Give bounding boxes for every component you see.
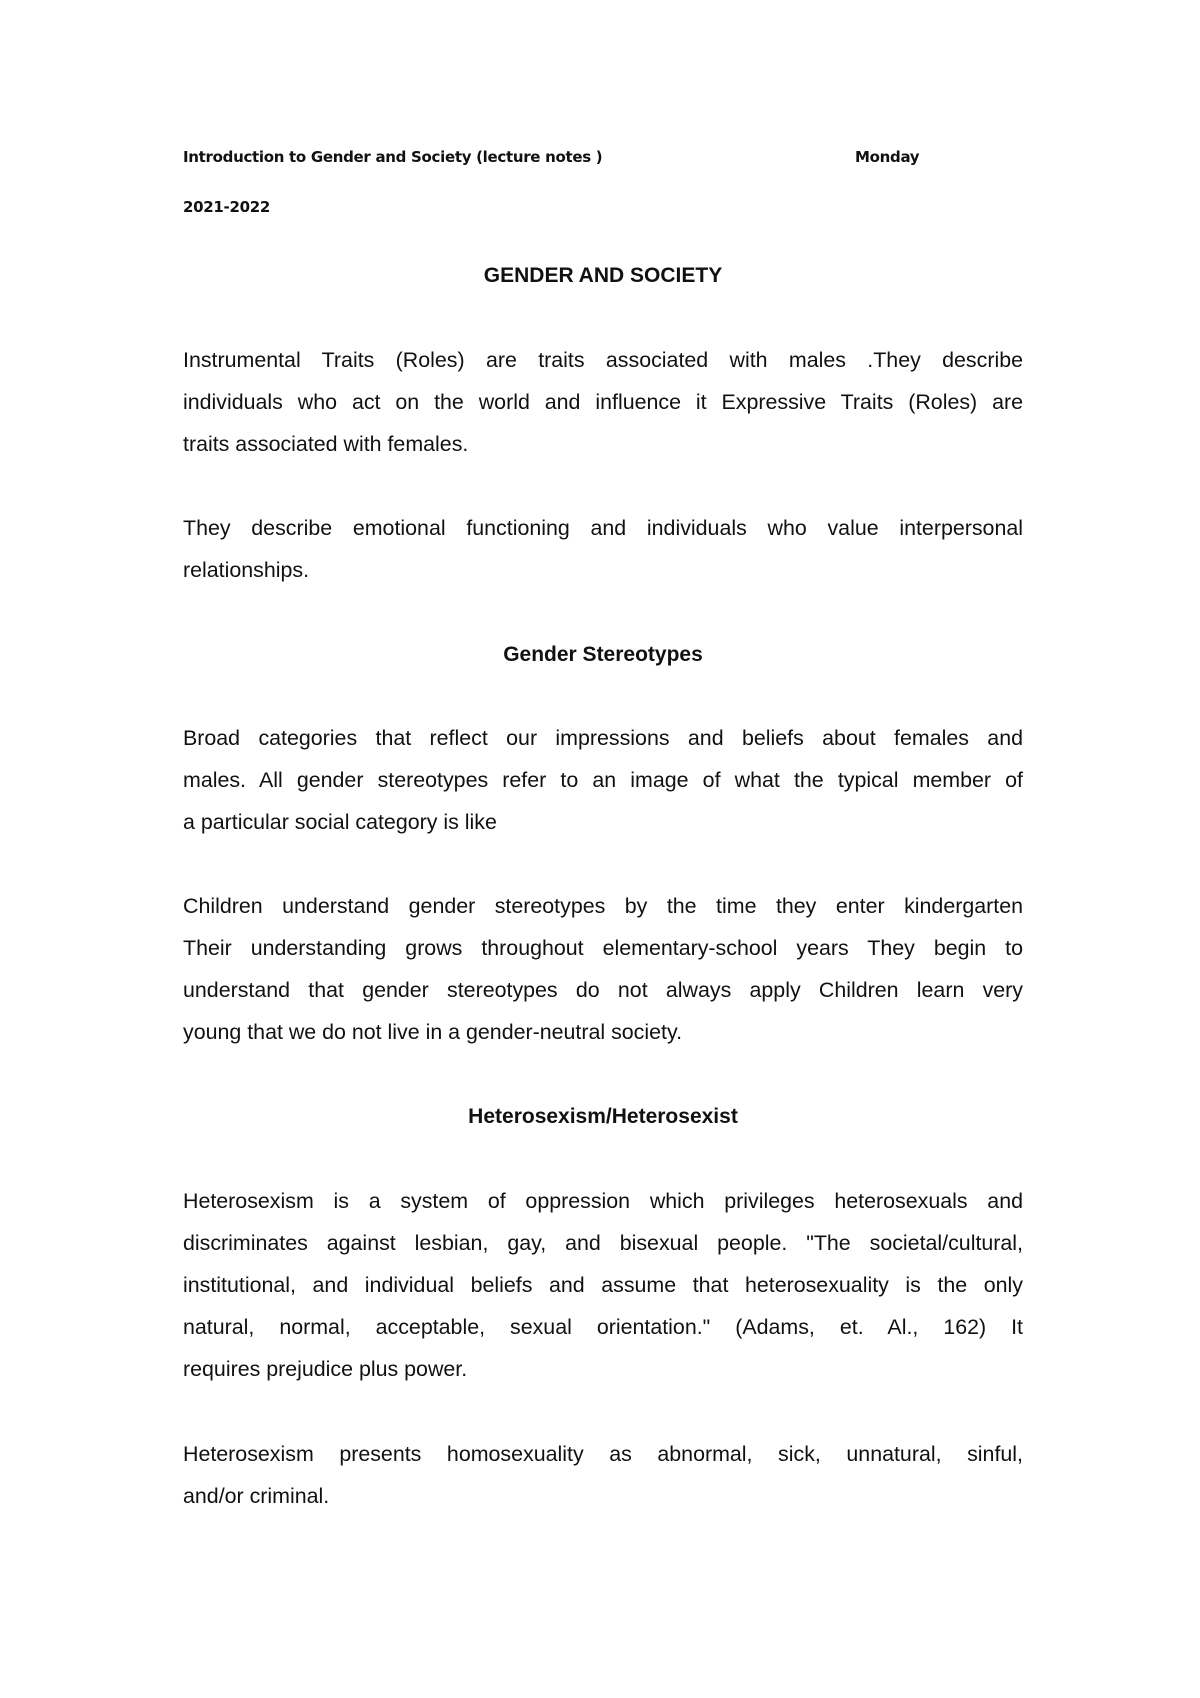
- text-line: Instrumental Traits (Roles) are traits associated with males .They describe: [183, 348, 1023, 372]
- academic-year: 2021-2022: [183, 198, 271, 216]
- text-line: requires prejudice plus power.: [183, 1357, 468, 1381]
- text-line: understand that gender stereotypes do not always apply Children learn very: [183, 978, 1023, 1002]
- text-line: relationships.: [183, 558, 310, 582]
- text-line: and/or criminal.: [183, 1484, 330, 1508]
- paragraph-broad-categories: [183, 717, 1023, 843]
- text-line: individuals who act on the world and influence it Expressive Traits (Roles) are: [183, 390, 1023, 414]
- text-line: discriminates against lesbian, gay, and bisexual people. "The societal/cultural,: [183, 1231, 1023, 1255]
- text-line: young that we do not live in a gender-neutral society.: [183, 1020, 683, 1044]
- paragraph-children-understand: [183, 885, 1023, 1053]
- paragraph-heterosexism-presents: [183, 1433, 1023, 1517]
- page-header: [183, 148, 923, 172]
- text-line: They describe emotional functioning and individuals who value interpersonal: [183, 516, 1023, 540]
- text-line: males. All gender stereotypes refer to an image of what the typical member of: [183, 768, 1023, 792]
- text-line: Heterosexism presents homosexuality as abnormal, sick, unnatural, sinful,: [183, 1442, 1023, 1466]
- lecture-day: Monday: [855, 148, 920, 166]
- text-line: Broad categories that reflect our impressions and beliefs about females and: [183, 726, 1023, 750]
- text-line: Heterosexism is a system of oppression which privileges heterosexuals and: [183, 1189, 1023, 1213]
- text-line: a particular social category is like: [183, 810, 497, 834]
- text-line: natural, normal, acceptable, sexual orientation." (Adams, et. Al., 162) It: [183, 1315, 1023, 1339]
- text-line: Their understanding grows throughout elementary-school years They begin to: [183, 936, 1023, 960]
- text-line: traits associated with females.: [183, 432, 469, 456]
- main-heading: GENDER AND SOCIETY: [483, 264, 723, 287]
- paragraph-instrumental-traits: [183, 339, 1023, 465]
- paragraph-expressive-traits: [183, 507, 1023, 591]
- text-line: institutional, and individual beliefs and assume that heterosexuality is the only: [183, 1273, 1023, 1297]
- paragraph-heterosexism-definition: [183, 1180, 1023, 1390]
- text-line: Children understand gender stereotypes by the time they enter kindergarten: [183, 894, 1023, 918]
- section-heading-gender-stereotypes: Gender Stereotypes: [503, 643, 703, 666]
- course-title: Introduction to Gender and Society (lecture notes ): [183, 148, 603, 166]
- section-heading-heterosexism: Heterosexism/Heterosexist: [468, 1105, 738, 1128]
